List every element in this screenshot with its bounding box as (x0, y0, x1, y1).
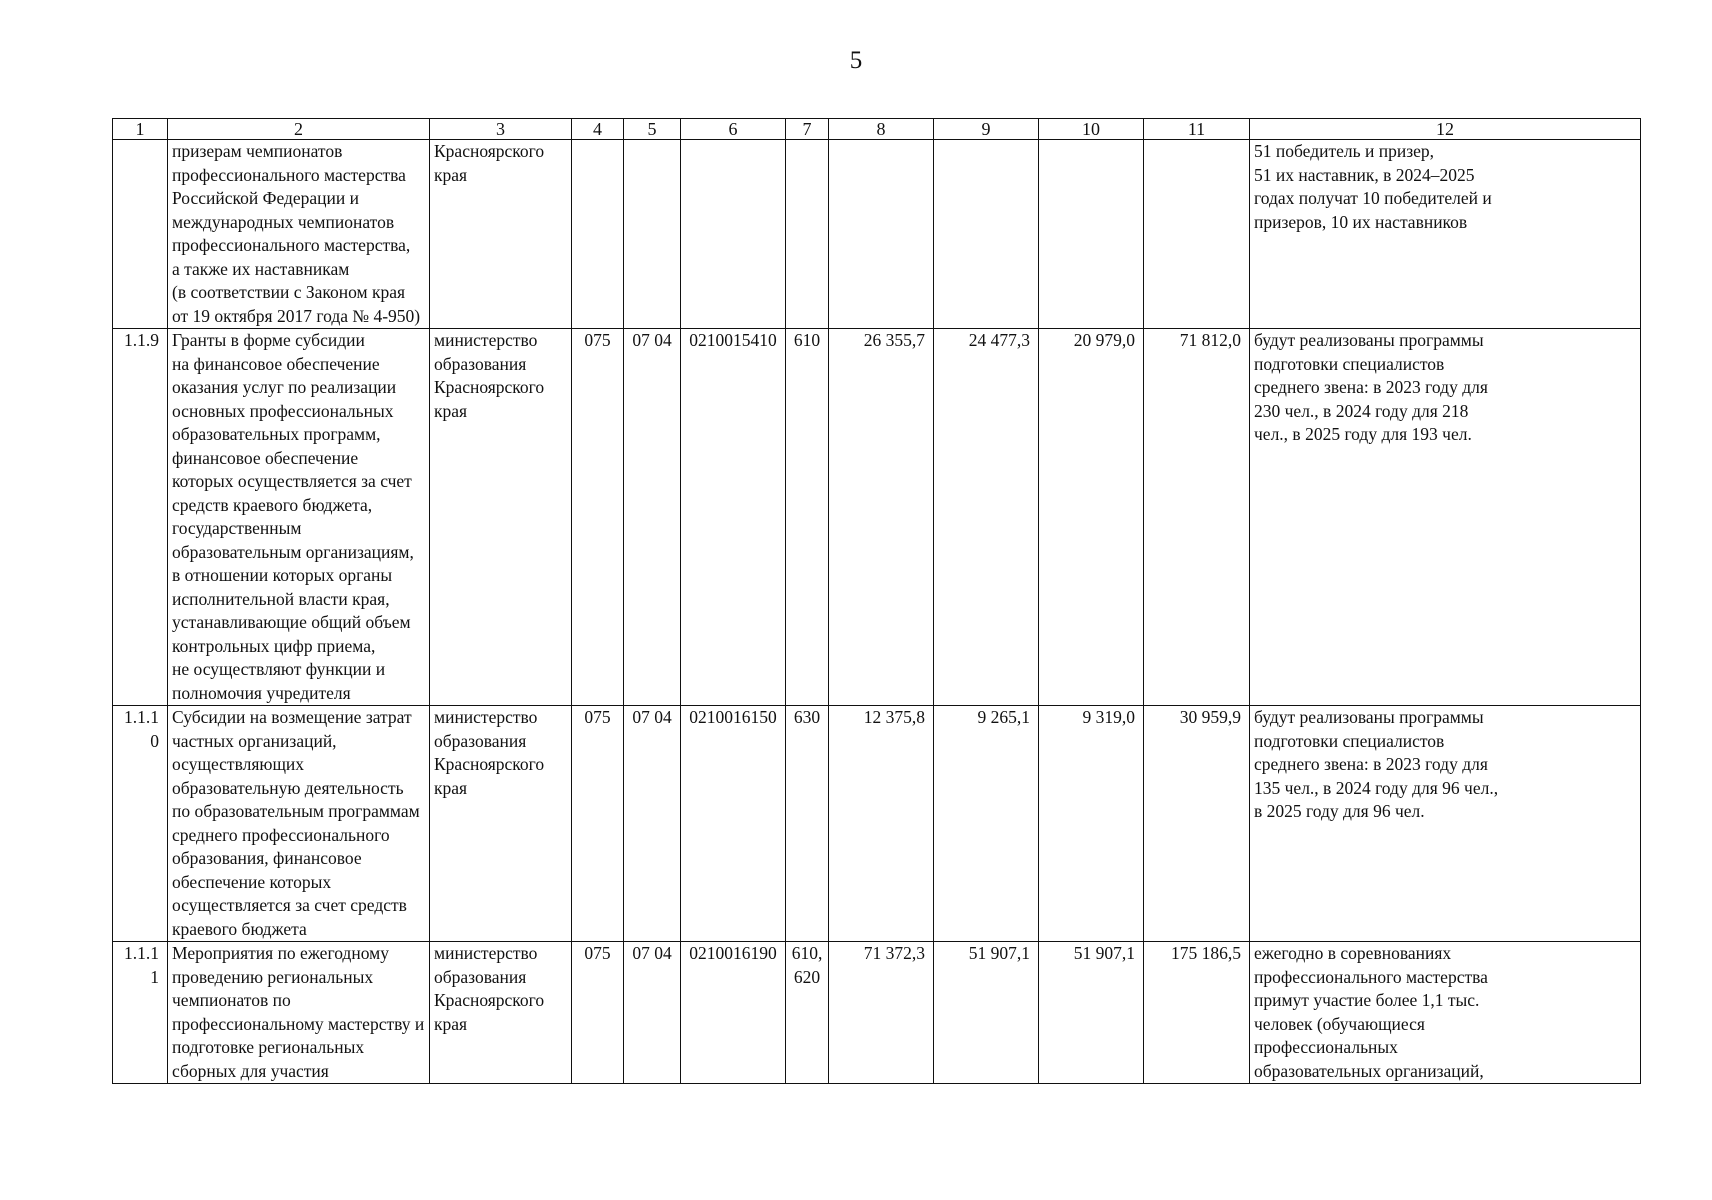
expected-result-line: человек (обучающиеся (1254, 1013, 1425, 1034)
measure-description-line: Российской Федерации и (172, 188, 360, 208)
responsible-organization-line: Красноярского (434, 990, 545, 1010)
responsible-organization-line: образования (434, 353, 527, 374)
header-col-2: 2 (168, 119, 430, 140)
measure-description-line: а также их наставникам (172, 258, 350, 279)
measure-description-line: образовательных программ, (172, 424, 381, 444)
expected-result (1250, 329, 1641, 706)
amount-2023 (829, 140, 934, 329)
header-col-10: 10 (1039, 119, 1144, 140)
rzpr-code: 07 04 (624, 942, 681, 1084)
expected-result-line: подготовки специалистов (1254, 353, 1445, 374)
vr-code: 630 (786, 706, 829, 942)
amount-total (1144, 140, 1250, 329)
measure-description-line: среднего профессионального (172, 824, 390, 845)
measure-description-line: осуществляющих (172, 754, 305, 774)
expected-result-line: примут участие более 1,1 тыс. (1254, 990, 1480, 1010)
amount-2023: 12 375,8 (829, 706, 934, 942)
measure-description-line: контрольных цифр приема, (172, 635, 376, 656)
grbs-code (572, 140, 624, 329)
expected-result-line: будут реализованы программы (1254, 330, 1484, 350)
grbs-code: 075 (572, 942, 624, 1084)
measure-description-line: образовательную деятельность (172, 777, 404, 798)
amount-total: 30 959,9 (1144, 706, 1250, 942)
row-number (113, 140, 168, 329)
amount-2025: 20 979,0 (1039, 329, 1144, 706)
measure-description-line: Гранты в форме субсидии (172, 330, 365, 350)
responsible-organization-line: края (434, 777, 468, 798)
responsible-organization (430, 942, 572, 1084)
header-col-12: 12 (1250, 119, 1641, 140)
expected-result (1250, 140, 1641, 329)
responsible-organization-line: министерство (434, 707, 538, 727)
measure-description-line: исполнительной власти края, (172, 588, 390, 609)
responsible-organization-line: Красноярского (434, 141, 545, 161)
amount-2023: 26 355,7 (829, 329, 934, 706)
header-col-4: 4 (572, 119, 624, 140)
expected-result-line: годах получат 10 победителей и (1254, 188, 1492, 208)
responsible-organization (430, 329, 572, 706)
responsible-organization-line: края (434, 400, 468, 421)
measure-description-line: государственным (172, 518, 302, 538)
measure-description-line: по образовательным программам (172, 801, 420, 821)
amount-2025: 51 907,1 (1039, 942, 1144, 1084)
expected-result-line: 135 чел., в 2024 году для 96 чел., (1254, 777, 1499, 798)
grbs-code: 075 (572, 329, 624, 706)
expected-result-line: среднего звена: в 2023 году для (1254, 754, 1488, 774)
expected-result-line: 230 чел., в 2024 году для 218 (1254, 400, 1469, 421)
table-row (113, 140, 1641, 329)
measure-description-line: Субсидии на возмещение затрат (172, 707, 412, 727)
measure-description-line: оказания услуг по реализации (172, 377, 397, 397)
measure-description-line: призерам чемпионатов (172, 141, 343, 161)
vr-code: 610, 620 (786, 942, 829, 1084)
table-row (113, 942, 1641, 1084)
row-number: 1.1.10 (113, 706, 168, 942)
responsible-organization-line: образования (434, 730, 527, 751)
amount-2025: 9 319,0 (1039, 706, 1144, 942)
header-col-9: 9 (934, 119, 1039, 140)
responsible-organization-line: края (434, 1013, 468, 1034)
table-header-row (113, 119, 1641, 140)
expected-result-line: профессиональных (1254, 1037, 1398, 1057)
measure-description-line: обеспечение которых (172, 871, 332, 892)
csr-code: 0210016150 (681, 706, 786, 942)
row-number: 1.1.9 (113, 329, 168, 706)
measure-description-line: (в соответствии с Законом края (172, 282, 406, 302)
csr-code: 0210016190 (681, 942, 786, 1084)
amount-2025 (1039, 140, 1144, 329)
responsible-organization (430, 706, 572, 942)
expected-result-line: 51 их наставник, в 2024–2025 (1254, 164, 1475, 185)
measure-description-line: профессиональному мастерству и (172, 1013, 425, 1034)
vr-code (786, 140, 829, 329)
expected-result-line: 51 победитель и призер, (1254, 141, 1434, 161)
measure-description-line: подготовке региональных (172, 1037, 365, 1057)
measure-description (168, 706, 430, 942)
header-col-1: 1 (113, 119, 168, 140)
header-col-5: 5 (624, 119, 681, 140)
expected-result (1250, 942, 1641, 1084)
measure-description-line: образования, финансовое (172, 848, 362, 868)
responsible-organization-line: края (434, 164, 468, 185)
measure-description-line: профессионального мастерства, (172, 235, 411, 255)
expected-result-line: профессионального мастерства (1254, 966, 1488, 987)
rzpr-code: 07 04 (624, 706, 681, 942)
vr-code: 610 (786, 329, 829, 706)
header-col-6: 6 (681, 119, 786, 140)
expected-result-line: среднего звена: в 2023 году для (1254, 377, 1488, 397)
measure-description-line: средств краевого бюджета, (172, 494, 373, 515)
responsible-organization (430, 140, 572, 329)
table-row (113, 706, 1641, 942)
measure-description-line: полномочия учредителя (172, 682, 351, 703)
measure-description-line: международных чемпионатов (172, 211, 395, 232)
amount-2024: 9 265,1 (934, 706, 1039, 942)
measure-description-line: проведению региональных (172, 966, 374, 987)
expected-result-line: подготовки специалистов (1254, 730, 1445, 751)
responsible-organization-line: министерство (434, 943, 538, 963)
measure-description (168, 942, 430, 1084)
measure-description-line: профессионального мастерства (172, 164, 406, 185)
measure-description-line: чемпионатов по (172, 990, 291, 1010)
header-col-7: 7 (786, 119, 829, 140)
page-number: 5 (849, 47, 863, 74)
measure-description-line: на финансовое обеспечение (172, 353, 380, 374)
rzpr-code: 07 04 (624, 329, 681, 706)
amount-2023: 71 372,3 (829, 942, 934, 1084)
measure-description-line: Мероприятия по ежегодному (172, 943, 389, 963)
measure-description-line: которых осуществляется за счет (172, 471, 412, 491)
amount-2024: 24 477,3 (934, 329, 1039, 706)
responsible-organization-line: министерство (434, 330, 538, 350)
header-col-11: 11 (1144, 119, 1250, 140)
expected-result-line: в 2025 году для 96 чел. (1254, 801, 1425, 821)
expected-result-line: ежегодно в соревнованиях (1254, 943, 1452, 963)
csr-code: 0210015410 (681, 329, 786, 706)
expected-result-line: призеров, 10 их наставников (1254, 211, 1468, 232)
header-col-3: 3 (430, 119, 572, 140)
measure-description-line: основных профессиональных (172, 400, 394, 421)
measure-description (168, 140, 430, 329)
expected-result-line: чел., в 2025 году для 193 чел. (1254, 424, 1472, 444)
measure-description-line: финансовое обеспечение (172, 447, 359, 468)
amount-2024: 51 907,1 (934, 942, 1039, 1084)
expected-result-line: образовательных организаций, (1254, 1060, 1484, 1081)
responsible-organization-line: образования (434, 966, 527, 987)
responsible-organization-line: Красноярского (434, 754, 545, 774)
row-number: 1.1.11 (113, 942, 168, 1084)
expected-result-line: будут реализованы программы (1254, 707, 1484, 727)
measure-description-line: не осуществляют функции и (172, 659, 386, 679)
measure-description-line: частных организаций, (172, 730, 337, 751)
expected-result (1250, 706, 1641, 942)
header-col-8: 8 (829, 119, 934, 140)
measure-description-line: в отношении которых органы (172, 565, 393, 585)
responsible-organization-line: Красноярского (434, 377, 545, 397)
measure-description-line: сборных для участия (172, 1060, 329, 1081)
measure-description-line: устанавливающие общий объем (172, 612, 411, 632)
measure-description (168, 329, 430, 706)
measure-description-line: осуществляется за счет средств (172, 895, 407, 915)
amount-total: 71 812,0 (1144, 329, 1250, 706)
budget-table (112, 118, 1641, 1084)
measure-description-line: краевого бюджета (172, 918, 307, 939)
table-row (113, 329, 1641, 706)
grbs-code: 075 (572, 706, 624, 942)
amount-total: 175 186,5 (1144, 942, 1250, 1084)
measure-description-line: образовательным организациям, (172, 541, 414, 562)
measure-description-line: от 19 октября 2017 года № 4-950) (172, 305, 421, 326)
csr-code (681, 140, 786, 329)
rzpr-code (624, 140, 681, 329)
amount-2024 (934, 140, 1039, 329)
